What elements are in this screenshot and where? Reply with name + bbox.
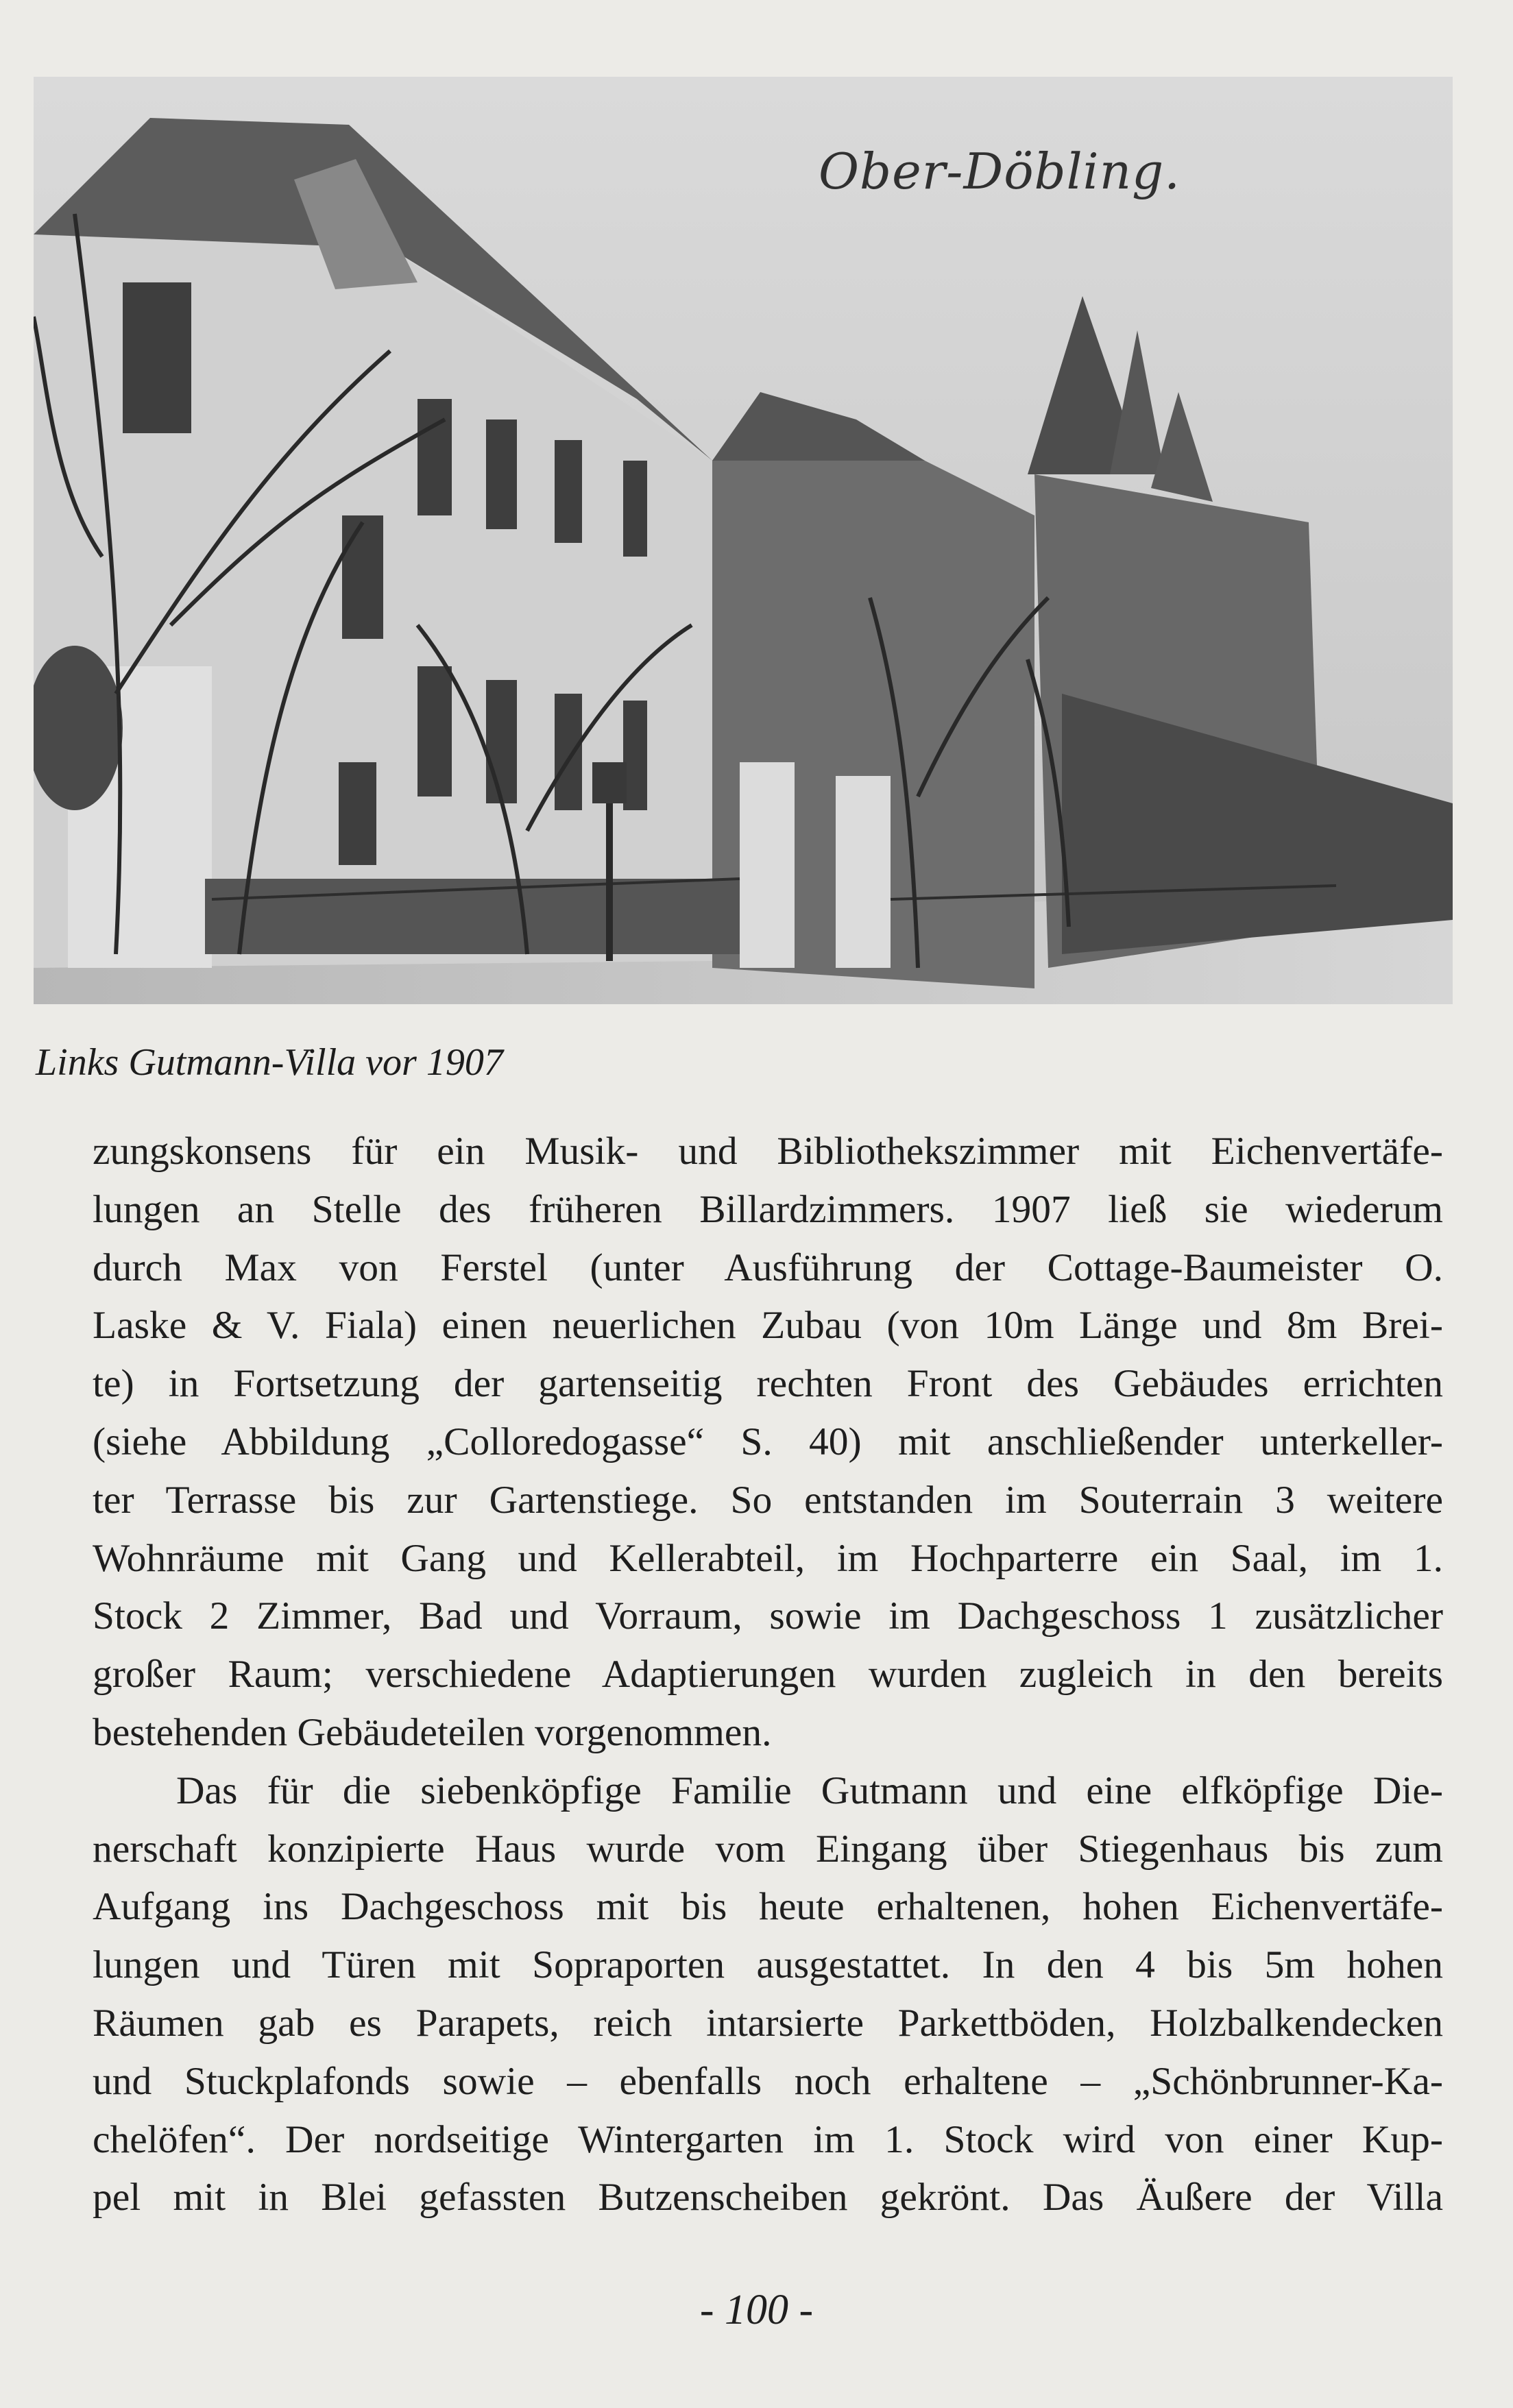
text-line: Stock 2 Zimmer, Bad und Vorraum, sowie im Dachgeschoss 1 zusätzlicher (93, 1594, 1443, 1638)
text-line: nerschaft konzipierte Haus wurde vom Eingang über Stiegenhaus bis zum (93, 1827, 1443, 1871)
text-line: und Stuckplafonds sowie – ebenfalls noch erhaltene – „Schönbrunner-Ka- (93, 2059, 1443, 2103)
text-line: te) in Fortsetzung der gartenseitig rechten Front des Gebäudes errichten (93, 1362, 1443, 1406)
photo-location-label: Ober-Döbling. (819, 143, 1181, 200)
text-line: durch Max von Ferstel (unter Ausführung der Cottage-Baumeister O. (93, 1245, 1443, 1289)
photo-caption: Links Gutmann-Villa vor 1907 (36, 1041, 503, 1084)
text-line: pel mit in Blei gefassten Butzenscheiben gekrönt. Das Äußere der Villa (93, 2176, 1443, 2220)
text-line: Das für die siebenköpfige Familie Gutmann und eine elfköpfige Die- (176, 1768, 1443, 1812)
text-line: (siehe Abbildung „Colloredogasse“ S. 40) mit anschließender unterkeller- (93, 1420, 1443, 1463)
body-text (93, 1123, 1443, 2227)
text-line: lungen und Türen mit Sopraporten ausgestattet. In den 4 bis 5m hohen (93, 1943, 1443, 1987)
text-line: lungen an Stelle des früheren Billardzimmers. 1907 ließ sie wiederum (93, 1187, 1443, 1231)
text-line: Wohnräume mit Gang und Kellerabteil, im Hochparterre ein Saal, im 1. (93, 1536, 1443, 1580)
text-line: bestehenden Gebäudeteilen vorgenommen. (93, 1710, 772, 1754)
text-line: großer Raum; verschiedene Adaptierungen wurden zugleich in den bereits (93, 1653, 1443, 1696)
text-line: Aufgang ins Dachgeschoss mit bis heute erhaltenen, hohen Eichenvertäfe- (93, 1885, 1443, 1929)
page-number: - 100 - (699, 2287, 814, 2333)
historic-photo (34, 77, 1453, 1004)
text-line: Räumen gab es Parapets, reich intarsierte Parkettböden, Holzbalkendecken (93, 2001, 1443, 2045)
text-line: Laske & V. Fiala) einen neuerlichen Zubau (von 10m Länge und 8m Brei- (93, 1304, 1443, 1348)
text-line: ter Terrasse bis zur Gartenstiege. So entstanden im Souterrain 3 weitere (93, 1478, 1443, 1522)
text-line: zungskonsens für ein Musik- und Bibliothekszimmer mit Eichenvertäfe- (93, 1130, 1443, 1173)
villa-street-illustration (34, 77, 1453, 1004)
text-line: chelöfen“. Der nordseitige Wintergarten im 1. Stock wird von einer Kup- (93, 2117, 1443, 2161)
